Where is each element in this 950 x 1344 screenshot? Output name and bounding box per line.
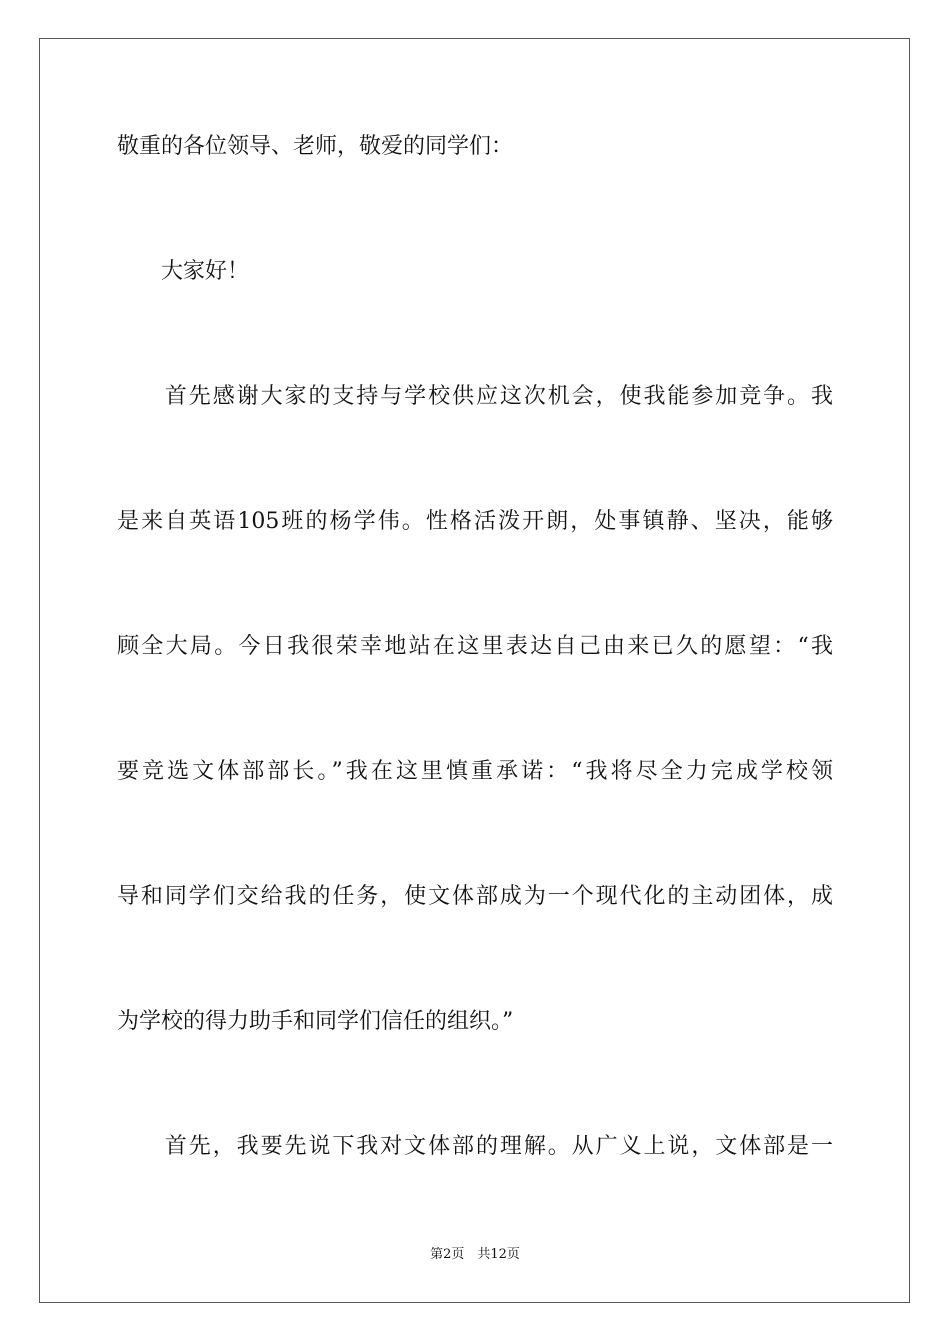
- text-line-paragraph-1-line-1: 首先感谢大家的支持与学校供应这次机会，使我能参加竞争。我: [117, 384, 833, 409]
- text-line-paragraph-1-line-5: 导和同学们交给我的任务，使文体部成为一个现代化的主动团体，成: [117, 884, 833, 909]
- text-line-greeting: 大家好！: [117, 259, 250, 284]
- text-line-paragraph-1-line-4: 要竞选文体部部长。”我在这里慎重承诺：“我将尽全力完成学校领: [117, 759, 833, 784]
- text-line-paragraph-1-line-6: 为学校的得力助手和同学们信任的组织。”: [117, 1009, 514, 1034]
- text-line-paragraph-1-line-2: 是来自英语105班的杨学伟。性格活泼开朗，处事镇静、坚决，能够: [117, 509, 833, 534]
- text-line-paragraph-2-line-1: 首先，我要先说下我对文体部的理解。从广义上说，文体部是一: [117, 1134, 833, 1159]
- text-line-salutation: 敬重的各位领导、老师，敬爱的同学们：: [117, 134, 514, 159]
- text-line-paragraph-1-line-3: 顾全大局。今日我很荣幸地站在这里表达自己由来已久的愿望：“我: [117, 634, 833, 659]
- page-number-footer: 第2页 共12页: [430, 1247, 520, 1262]
- page-frame: [39, 38, 910, 1303]
